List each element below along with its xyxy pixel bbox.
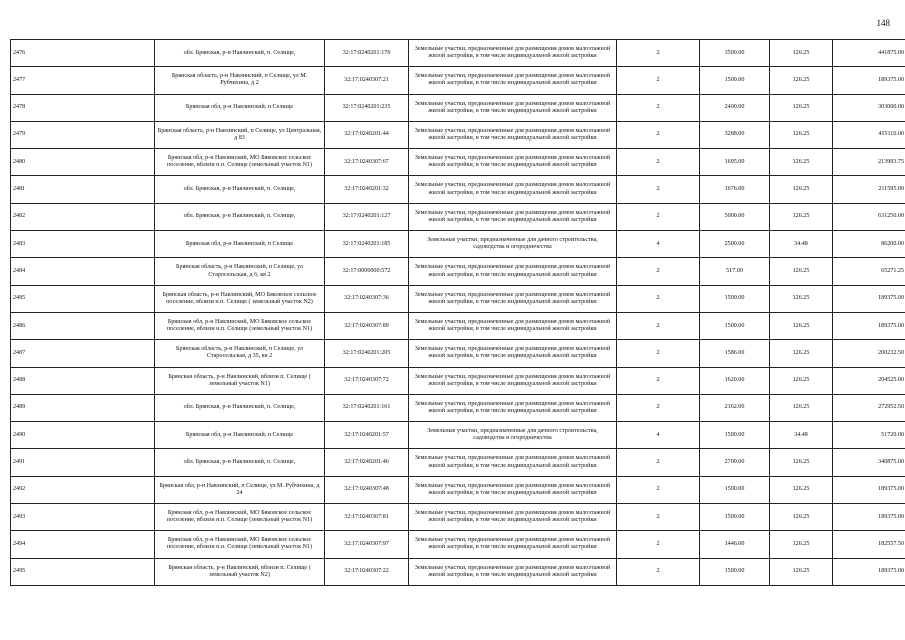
row-number: 2484 [11,258,155,285]
row-number: 2486 [11,312,155,339]
category-cell: 4 [617,231,700,258]
row-number: 2491 [11,449,155,476]
area-cell: 2500.00 [700,231,770,258]
rate-cell: 126.25 [770,203,833,230]
row-number: 2495 [11,558,155,585]
cadastral-number-cell: 32:17:0240201:161 [325,394,409,421]
land-use-cell: Земельные участки, предназначенные для размещения домов малоэтажной жилой застройки, в том числе индивидуальной жилой застройки [409,40,617,67]
cadastral-value-cell: 189375.00 [833,476,905,503]
rate-cell: 126.25 [770,394,833,421]
cadastral-number-cell: 32:17:0240201:170 [325,40,409,67]
address-cell: Брянская обл, р-н Навлинский, п Селище [155,231,325,258]
table-row [11,504,905,531]
area-cell: 1446.00 [700,531,770,558]
cadastral-value-cell: 213993.75 [833,149,905,176]
land-use-cell: Земельные участки, предназначенные для дачного строительства, садоводства и огородничества [409,231,617,258]
cadastral-value-cell: 189375.00 [833,67,905,94]
category-cell: 2 [617,258,700,285]
rate-cell: 126.25 [770,258,833,285]
table-row [11,40,905,67]
address-cell: обл. Брянская, р-н Навлинский, п. Селище, [155,203,325,230]
cadastral-value-cell: 204525.00 [833,367,905,394]
land-use-cell: Земельные участки, предназначенные для размещения домов малоэтажной жилой застройки, в том числе индивидуальной жилой застройки [409,258,617,285]
rate-cell: 126.25 [770,149,833,176]
category-cell: 2 [617,449,700,476]
cadastral-value-cell: 65271.25 [833,258,905,285]
area-cell: 3500.00 [700,40,770,67]
row-number: 2494 [11,531,155,558]
address-cell: Брянская область, р-н Навлинский, п Селище, ул М. Рубчихина, д 2 [155,67,325,94]
cadastral-number-cell: 32:17:0240307:89 [325,312,409,339]
table-row [11,340,905,367]
land-registry-table [10,39,905,586]
area-cell: 5000.00 [700,203,770,230]
cadastral-value-cell: 189375.00 [833,504,905,531]
land-use-cell: Земельные участки, предназначенные для размещения домов малоэтажной жилой застройки, в том числе индивидуальной жилой застройки [409,531,617,558]
table-row [11,231,905,258]
address-cell: Брянская область, р-н Навлинский, п Селище, ул Центральная, д 83 [155,121,325,148]
cadastral-number-cell: 32:17:0240307:48 [325,476,409,503]
rate-cell: 126.25 [770,40,833,67]
land-use-cell: Земельные участки, предназначенные для дачного строительства, садоводства и огородничества [409,422,617,449]
cadastral-number-cell: 32:17:0240307:97 [325,531,409,558]
table-body [11,40,905,586]
category-cell: 2 [617,94,700,121]
rate-cell: 126.25 [770,285,833,312]
area-cell: 2700.00 [700,449,770,476]
address-cell: Брянская обл, р-н Навлинский, МО Бяковское сельское поселение, вблизи н.п. Селище (земельный участок N1) [155,149,325,176]
rate-cell: 126.25 [770,121,833,148]
rate-cell: 126.25 [770,312,833,339]
cadastral-number-cell: 32:17:0240201:44 [325,121,409,148]
cadastral-value-cell: 189375.00 [833,285,905,312]
table-row [11,531,905,558]
address-cell: Брянская обл, р-н Навлинский, МО Бяковское сельское поселение, вблизи н.п. Селище (земельный участок N1) [155,504,325,531]
cadastral-number-cell: 32:17:0240307:22 [325,558,409,585]
cadastral-number-cell: 32:17:0240201:185 [325,231,409,258]
land-use-cell: Земельные участки, предназначенные для размещения домов малоэтажной жилой застройки, в том числе индивидуальной жилой застройки [409,67,617,94]
cadastral-value-cell: 200232.50 [833,340,905,367]
table-row [11,558,905,585]
cadastral-value-cell: 182557.50 [833,531,905,558]
cadastral-number-cell: 32:17:0240307:21 [325,67,409,94]
category-cell: 2 [617,476,700,503]
area-cell: 2162.00 [700,394,770,421]
cadastral-value-cell: 211595.00 [833,176,905,203]
address-cell: обл. Брянская, р-н Навлинский, п. Селище, [155,40,325,67]
row-number: 2490 [11,422,155,449]
area-cell: 1586.00 [700,340,770,367]
cadastral-value-cell: 86200.00 [833,231,905,258]
row-number: 2478 [11,94,155,121]
category-cell: 2 [617,121,700,148]
land-use-cell: Земельные участки, предназначенные для размещения домов малоэтажной жилой застройки, в том числе индивидуальной жилой застройки [409,449,617,476]
cadastral-number-cell: 32:17:0240307:72 [325,367,409,394]
row-number: 2492 [11,476,155,503]
land-use-cell: Земельные участки, предназначенные для размещения домов малоэтажной жилой застройки, в том числе индивидуальной жилой застройки [409,312,617,339]
table-row [11,285,905,312]
rate-cell: 126.25 [770,531,833,558]
land-use-cell: Земельные участки, предназначенные для размещения домов малоэтажной жилой застройки, в том числе индивидуальной жилой застройки [409,149,617,176]
cadastral-value-cell: 303000.00 [833,94,905,121]
address-cell: Брянская обл, р-н Навлинский, п Селище [155,94,325,121]
table-row [11,149,905,176]
row-number: 2479 [11,121,155,148]
table-row [11,203,905,230]
address-cell: Брянская обл, р-н Навлинский, МО Бяковское сельское поселение, вблизи н.п. Селище (земельный участок N1) [155,312,325,339]
cadastral-value-cell: 441875.00 [833,40,905,67]
cadastral-number-cell: 32:17:0240201:235 [325,94,409,121]
land-use-cell: Земельные участки, предназначенные для размещения домов малоэтажной жилой застройки, в том числе индивидуальной жилой застройки [409,121,617,148]
land-use-cell: Земельные участки, предназначенные для размещения домов малоэтажной жилой застройки, в том числе индивидуальной жилой застройки [409,94,617,121]
table-row [11,449,905,476]
row-number: 2476 [11,40,155,67]
area-cell: 1500.00 [700,312,770,339]
address-cell: Брянская область, р-н Навлинский, п Селище, ул Старосельская, д 6, кв 2 [155,258,325,285]
area-cell: 3288.00 [700,121,770,148]
address-cell: Брянская обл, р-н Навлинский, МО Бяковское сельское поселение, вблизи н.п. Селище (земельный участок N1) [155,531,325,558]
table-row [11,312,905,339]
cadastral-number-cell: 32:17:0240307:81 [325,504,409,531]
address-cell: Брянская область, р-н Навлинский, вблизи п. Селище ( земельный участок N1) [155,367,325,394]
cadastral-value-cell: 189375.00 [833,312,905,339]
row-number: 2485 [11,285,155,312]
category-cell: 2 [617,312,700,339]
category-cell: 2 [617,149,700,176]
page-number: 148 [876,18,890,28]
row-number: 2480 [11,149,155,176]
rate-cell: 126.25 [770,504,833,531]
address-cell: Брянская обл, р-н Навлинский, п Селище [155,422,325,449]
table-row [11,394,905,421]
category-cell: 2 [617,531,700,558]
land-use-cell: Земельные участки, предназначенные для размещения домов малоэтажной жилой застройки, в том числе индивидуальной жилой застройки [409,504,617,531]
rate-cell: 126.25 [770,367,833,394]
rate-cell: 126.25 [770,476,833,503]
row-number: 2481 [11,176,155,203]
cadastral-number-cell: 32:17:0240201:57 [325,422,409,449]
category-cell: 4 [617,422,700,449]
address-cell: Брянская область, р-н Навлинский, МО Бяковское сельское поселение, вблизи н.п. Селище ( земельный участок N2) [155,285,325,312]
cadastral-number-cell: 32:17:0240201:127 [325,203,409,230]
rate-cell: 126.25 [770,449,833,476]
cadastral-number-cell: 32:17:0240201:46 [325,449,409,476]
land-use-cell: Земельные участки, предназначенные для размещения домов малоэтажной жилой застройки, в том числе индивидуальной жилой застройки [409,367,617,394]
row-number: 2488 [11,367,155,394]
address-cell: обл. Брянская, р-н Навлинский, п. Селище, [155,176,325,203]
row-number: 2477 [11,67,155,94]
land-use-cell: Земельные участки, предназначенные для размещения домов малоэтажной жилой застройки, в том числе индивидуальной жилой застройки [409,558,617,585]
cadastral-number-cell: 32:17:0240201:32 [325,176,409,203]
land-use-cell: Земельные участки, предназначенные для размещения домов малоэтажной жилой застройки, в том числе индивидуальной жилой застройки [409,394,617,421]
cadastral-value-cell: 415110.00 [833,121,905,148]
row-number: 2482 [11,203,155,230]
address-cell: обл. Брянская, р-н Навлинский, п. Селище, [155,394,325,421]
rate-cell: 126.25 [770,176,833,203]
rate-cell: 34.48 [770,422,833,449]
area-cell: 1500.00 [700,476,770,503]
rate-cell: 126.25 [770,558,833,585]
cadastral-number-cell: 32:17:0000000:572 [325,258,409,285]
table-row [11,367,905,394]
rate-cell: 126.25 [770,94,833,121]
category-cell: 2 [617,340,700,367]
cadastral-number-cell: 32:17:0240307:67 [325,149,409,176]
area-cell: 1500.00 [700,285,770,312]
table-row [11,67,905,94]
cadastral-number-cell: 32:17:0240201:205 [325,340,409,367]
category-cell: 2 [617,394,700,421]
row-number: 2487 [11,340,155,367]
table-row [11,94,905,121]
row-number: 2493 [11,504,155,531]
table-row [11,258,905,285]
area-cell: 2400.00 [700,94,770,121]
table-row [11,476,905,503]
rate-cell: 34.48 [770,231,833,258]
cadastral-value-cell: 631250.00 [833,203,905,230]
category-cell: 2 [617,40,700,67]
table-row [11,422,905,449]
area-cell: 1500.00 [700,504,770,531]
cadastral-number-cell: 32:17:0240307:36 [325,285,409,312]
address-cell: Брянская область, р-н Навлинский, п Селище, ул Старосельская, д 35, кв 2 [155,340,325,367]
area-cell: 1500.00 [700,67,770,94]
cadastral-value-cell: 189375.00 [833,558,905,585]
category-cell: 2 [617,504,700,531]
area-cell: 1620.00 [700,367,770,394]
land-use-cell: Земельные участки, предназначенные для размещения домов малоэтажной жилой застройки, в том числе индивидуальной жилой застройки [409,340,617,367]
category-cell: 2 [617,203,700,230]
category-cell: 2 [617,176,700,203]
category-cell: 2 [617,285,700,312]
category-cell: 2 [617,67,700,94]
rate-cell: 126.25 [770,67,833,94]
area-cell: 1695.00 [700,149,770,176]
table-row [11,176,905,203]
row-number: 2489 [11,394,155,421]
land-use-cell: Земельные участки, предназначенные для размещения домов малоэтажной жилой застройки, в том числе индивидуальной жилой застройки [409,203,617,230]
land-use-cell: Земельные участки, предназначенные для размещения домов малоэтажной жилой застройки, в том числе индивидуальной жилой застройки [409,176,617,203]
cadastral-value-cell: 340875.00 [833,449,905,476]
address-cell: обл. Брянская, р-н Навлинский, п. Селище, [155,449,325,476]
cadastral-value-cell: 51720.00 [833,422,905,449]
category-cell: 2 [617,558,700,585]
area-cell: 1676.00 [700,176,770,203]
address-cell: Брянская обл, р-н Навлинский, п Селище, ул М. Рубчихина, д 24 [155,476,325,503]
area-cell: 517.00 [700,258,770,285]
address-cell: Брянская область, р-н Навлинский, вблизи п. Селище ( земельный участок N2) [155,558,325,585]
row-number: 2483 [11,231,155,258]
area-cell: 1500.00 [700,558,770,585]
cadastral-value-cell: 272952.50 [833,394,905,421]
land-use-cell: Земельные участки, предназначенные для размещения домов малоэтажной жилой застройки, в том числе индивидуальной жилой застройки [409,476,617,503]
land-use-cell: Земельные участки, предназначенные для размещения домов малоэтажной жилой застройки, в том числе индивидуальной жилой застройки [409,285,617,312]
area-cell: 1500.00 [700,422,770,449]
category-cell: 2 [617,367,700,394]
table-row [11,121,905,148]
rate-cell: 126.25 [770,340,833,367]
